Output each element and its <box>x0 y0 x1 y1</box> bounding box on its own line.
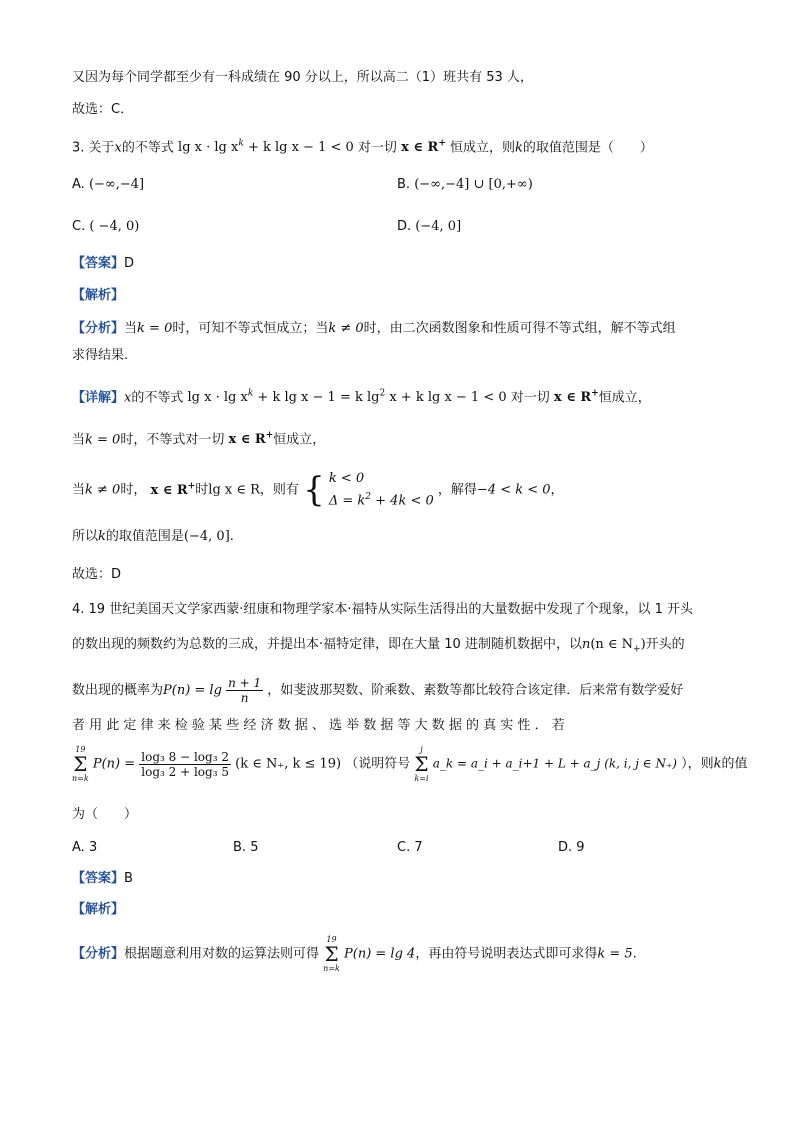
q3-answer: 【答案】D <box>72 256 135 271</box>
q4-option-d: D. 9 <box>558 840 585 855</box>
intro-line: 又因为每个同学都至少有一科成绩在 90 分以上，所以高二（1）班共有 53 人， <box>72 70 533 85</box>
summation-symbol: 19 Σ n=k <box>72 745 89 783</box>
log-fraction: $\frac{\text{log₃ 8 − log₃ 2}}{\text{log₃ 2 + log₃ 5}}$ <box>141 749 229 779</box>
inequality-system: k < 0 $\Delta = k^2 + 4k < 0$ <box>328 471 434 509</box>
summation-symbol-3: 19 Σ n=k <box>323 935 340 973</box>
q4-option-c: C. 7 <box>397 840 423 855</box>
q3-detail-case1: 当k = 0时，不等式对一切 x ∈ R+恒成立， <box>72 431 326 448</box>
q3-analysis-tag: 【解析】 <box>72 288 125 303</box>
q4-stem-line2: 的数出现的频数约为总数的三成，并提出本·福特定律，即在大量 10 进制随机数据中，以n(n ∈ $N_+$)开头的 <box>72 637 685 655</box>
q3-option-b: B. (−∞,−4] ∪ [0,+∞) <box>397 177 533 192</box>
q3-detail-case2: 当k ≠ 0时， x ∈ R+时lg x ∈ R，则有 { k < 0 $\Delta = k^2 + 4k < 0$ ，解得−4 < k < 0， <box>72 470 564 511</box>
q3-detail-conclusion: 所以k的取值范围是(−4, 0]. <box>72 529 234 544</box>
q4-fenxi: 【分析】根据题意利用对数的运算法则可得 19 Σ n=k P(n) = lg 4，再由符号说明表达式即可求得k = 5. <box>72 935 637 973</box>
intro-choice: 故选：C． <box>72 102 134 117</box>
summation-symbol-2: j Σ k=i <box>414 745 429 783</box>
probability-fraction: $\frac{n + 1}{n}$ <box>228 676 262 705</box>
q4-stem-line3: 数出现的概率为P(n) = lg $\frac{n + 1}{n}$ ，如斐波那契数、阶乘数、素数等都比较符合该定律．后来常有数学爱好 <box>72 676 684 705</box>
q4-stem-line5: 19 Σ n=k P(n) = $\frac{\text{log₃ 8 − log₃ 2}}{\text{log₃ 2 + log₃ 5}}$ (k ∈ N₊, k ≤ 19) （说明符号 j Σ k=i a_k = a_i + a_i+1 + L + a_j (k, i, j ∈ N₊) ），则k的值 <box>72 745 748 783</box>
q4-stem-line1: 4. 19 世纪美国天文学家西蒙·纽康和物理学家本·福特从实际生活得出的大量数据中发现了个现象，以 1 开头 <box>72 602 694 617</box>
q4-option-a: A. 3 <box>72 840 98 855</box>
q4-answer: 【答案】B <box>72 871 133 886</box>
q3-detail: 【详解】x的不等式 $\lg x \cdot \lg x^k + k$ lg x − 1 = k $\lg^2 x + k$ lg x − 1 < 0 对一切 x ∈ R+恒成立， <box>72 389 651 406</box>
q3-option-c: C. ( −4, 0) <box>72 219 140 234</box>
q4-stem-line6: 为（ ） <box>72 807 138 822</box>
q3-choice: 故选：D <box>72 567 122 582</box>
q4-analysis-tag: 【解析】 <box>72 902 125 917</box>
q3-fenxi: 【分析】当k = 0时，可知不等式恒成立；当k ≠ 0时，由二次函数图象和性质可得不等式组，解不等式组 <box>72 321 676 336</box>
q4-option-b: B. 5 <box>233 840 259 855</box>
q4-stem-line4: 者 用 此 定 律 来 检 验 某 些 经 济 数 据 、 选 举 数 据 等 大 数 据 的 真 实 性 ． 若 <box>72 718 565 733</box>
q3-option-a: A. (−∞,−4] <box>72 177 145 192</box>
q3-fenxi-cont: 求得结果. <box>72 348 129 363</box>
system-brace: { <box>303 470 325 511</box>
q3-option-d: D. (−4, 0] <box>397 219 462 234</box>
q3-stem: 3. 关于x的不等式 $\lg x \cdot \lg x^k + k$ lg x − 1 < 0 对一切 x ∈ R+ 恒成立，则k的取值范围是（ ） <box>72 139 653 156</box>
